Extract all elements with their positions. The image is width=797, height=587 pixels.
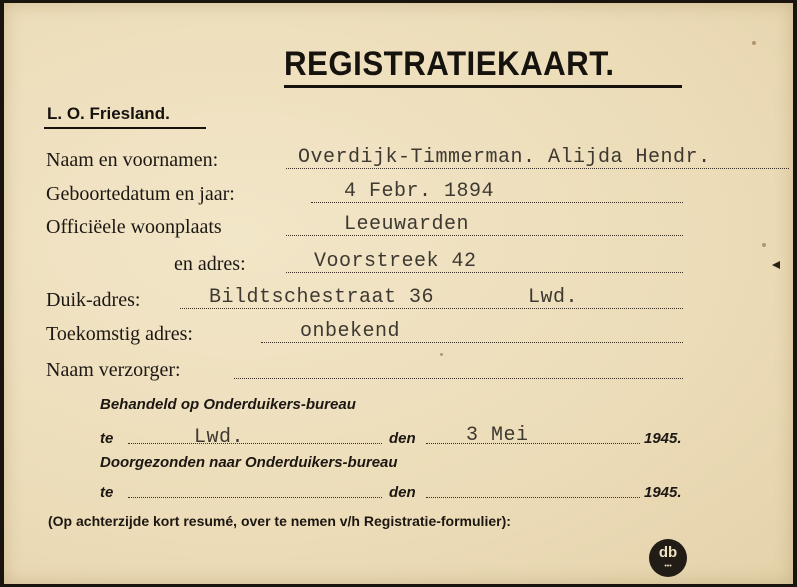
behandeld-te-label: te — [100, 430, 114, 447]
paper-spot — [752, 41, 756, 45]
paper-spot — [440, 353, 443, 356]
doorgezonden-year: 1945. — [644, 484, 682, 501]
woonplaats-value: Leeuwarden — [344, 213, 470, 236]
stamp-text: db — [658, 544, 678, 561]
registration-card — [4, 3, 793, 584]
paper-spot — [762, 243, 766, 247]
behandeld-den-line — [426, 443, 640, 444]
naam-value: Overdijk-Timmerman. Alijda Hendr. — [298, 146, 711, 169]
toekomstig-label: Toekomstig adres: — [46, 323, 193, 345]
publisher-stamp-icon — [649, 539, 687, 577]
doorgezonden-heading: Doorgezonden naar Onderduikers-bureau — [100, 454, 398, 471]
stamp-ring: ••• — [664, 563, 672, 570]
behandeld-te-line — [128, 443, 382, 444]
card-title: REGISTRATIEKAART. — [284, 45, 615, 83]
adres-label: en adres: — [174, 253, 246, 275]
geboorte-label: Geboortedatum en jaar: — [46, 183, 235, 205]
behandeld-den-value: 3 Mei — [466, 424, 529, 447]
organization-label: L. O. Friesland. — [47, 104, 170, 123]
naam-label: Naam en voornamen: — [46, 149, 219, 171]
behandeld-year: 1945. — [644, 430, 682, 447]
behandeld-heading: Behandeld op Onderduikers-bureau — [100, 396, 356, 413]
behandeld-den-label: den — [389, 430, 416, 447]
title-underline — [284, 85, 682, 88]
doorgezonden-te-label: te — [100, 484, 114, 501]
geboorte-value: 4 Febr. 1894 — [344, 180, 495, 203]
footer-note: (Op achterzijde kort resumé, over te nemen v/h Registratie-formulier): — [48, 513, 511, 529]
duikadres-city: Lwd. — [528, 286, 579, 309]
adres-value: Voorstreek 42 — [314, 250, 477, 273]
verzorger-label: Naam verzorger: — [46, 359, 181, 381]
behandeld-te-value: Lwd. — [194, 426, 245, 449]
doorgezonden-den-label: den — [389, 484, 416, 501]
doorgezonden-te-line — [128, 497, 382, 498]
duikadres-label: Duik-adres: — [46, 289, 141, 311]
doorgezonden-den-line — [426, 497, 640, 498]
woonplaats-label: Officiëele woonplaats — [46, 216, 222, 238]
duikadres-value: Bildtschestraat 36 — [209, 286, 435, 309]
toekomstig-value: onbekend — [300, 320, 401, 343]
verzorger-line — [234, 378, 683, 379]
paper-mark — [772, 261, 780, 269]
organization-underline — [44, 127, 206, 129]
